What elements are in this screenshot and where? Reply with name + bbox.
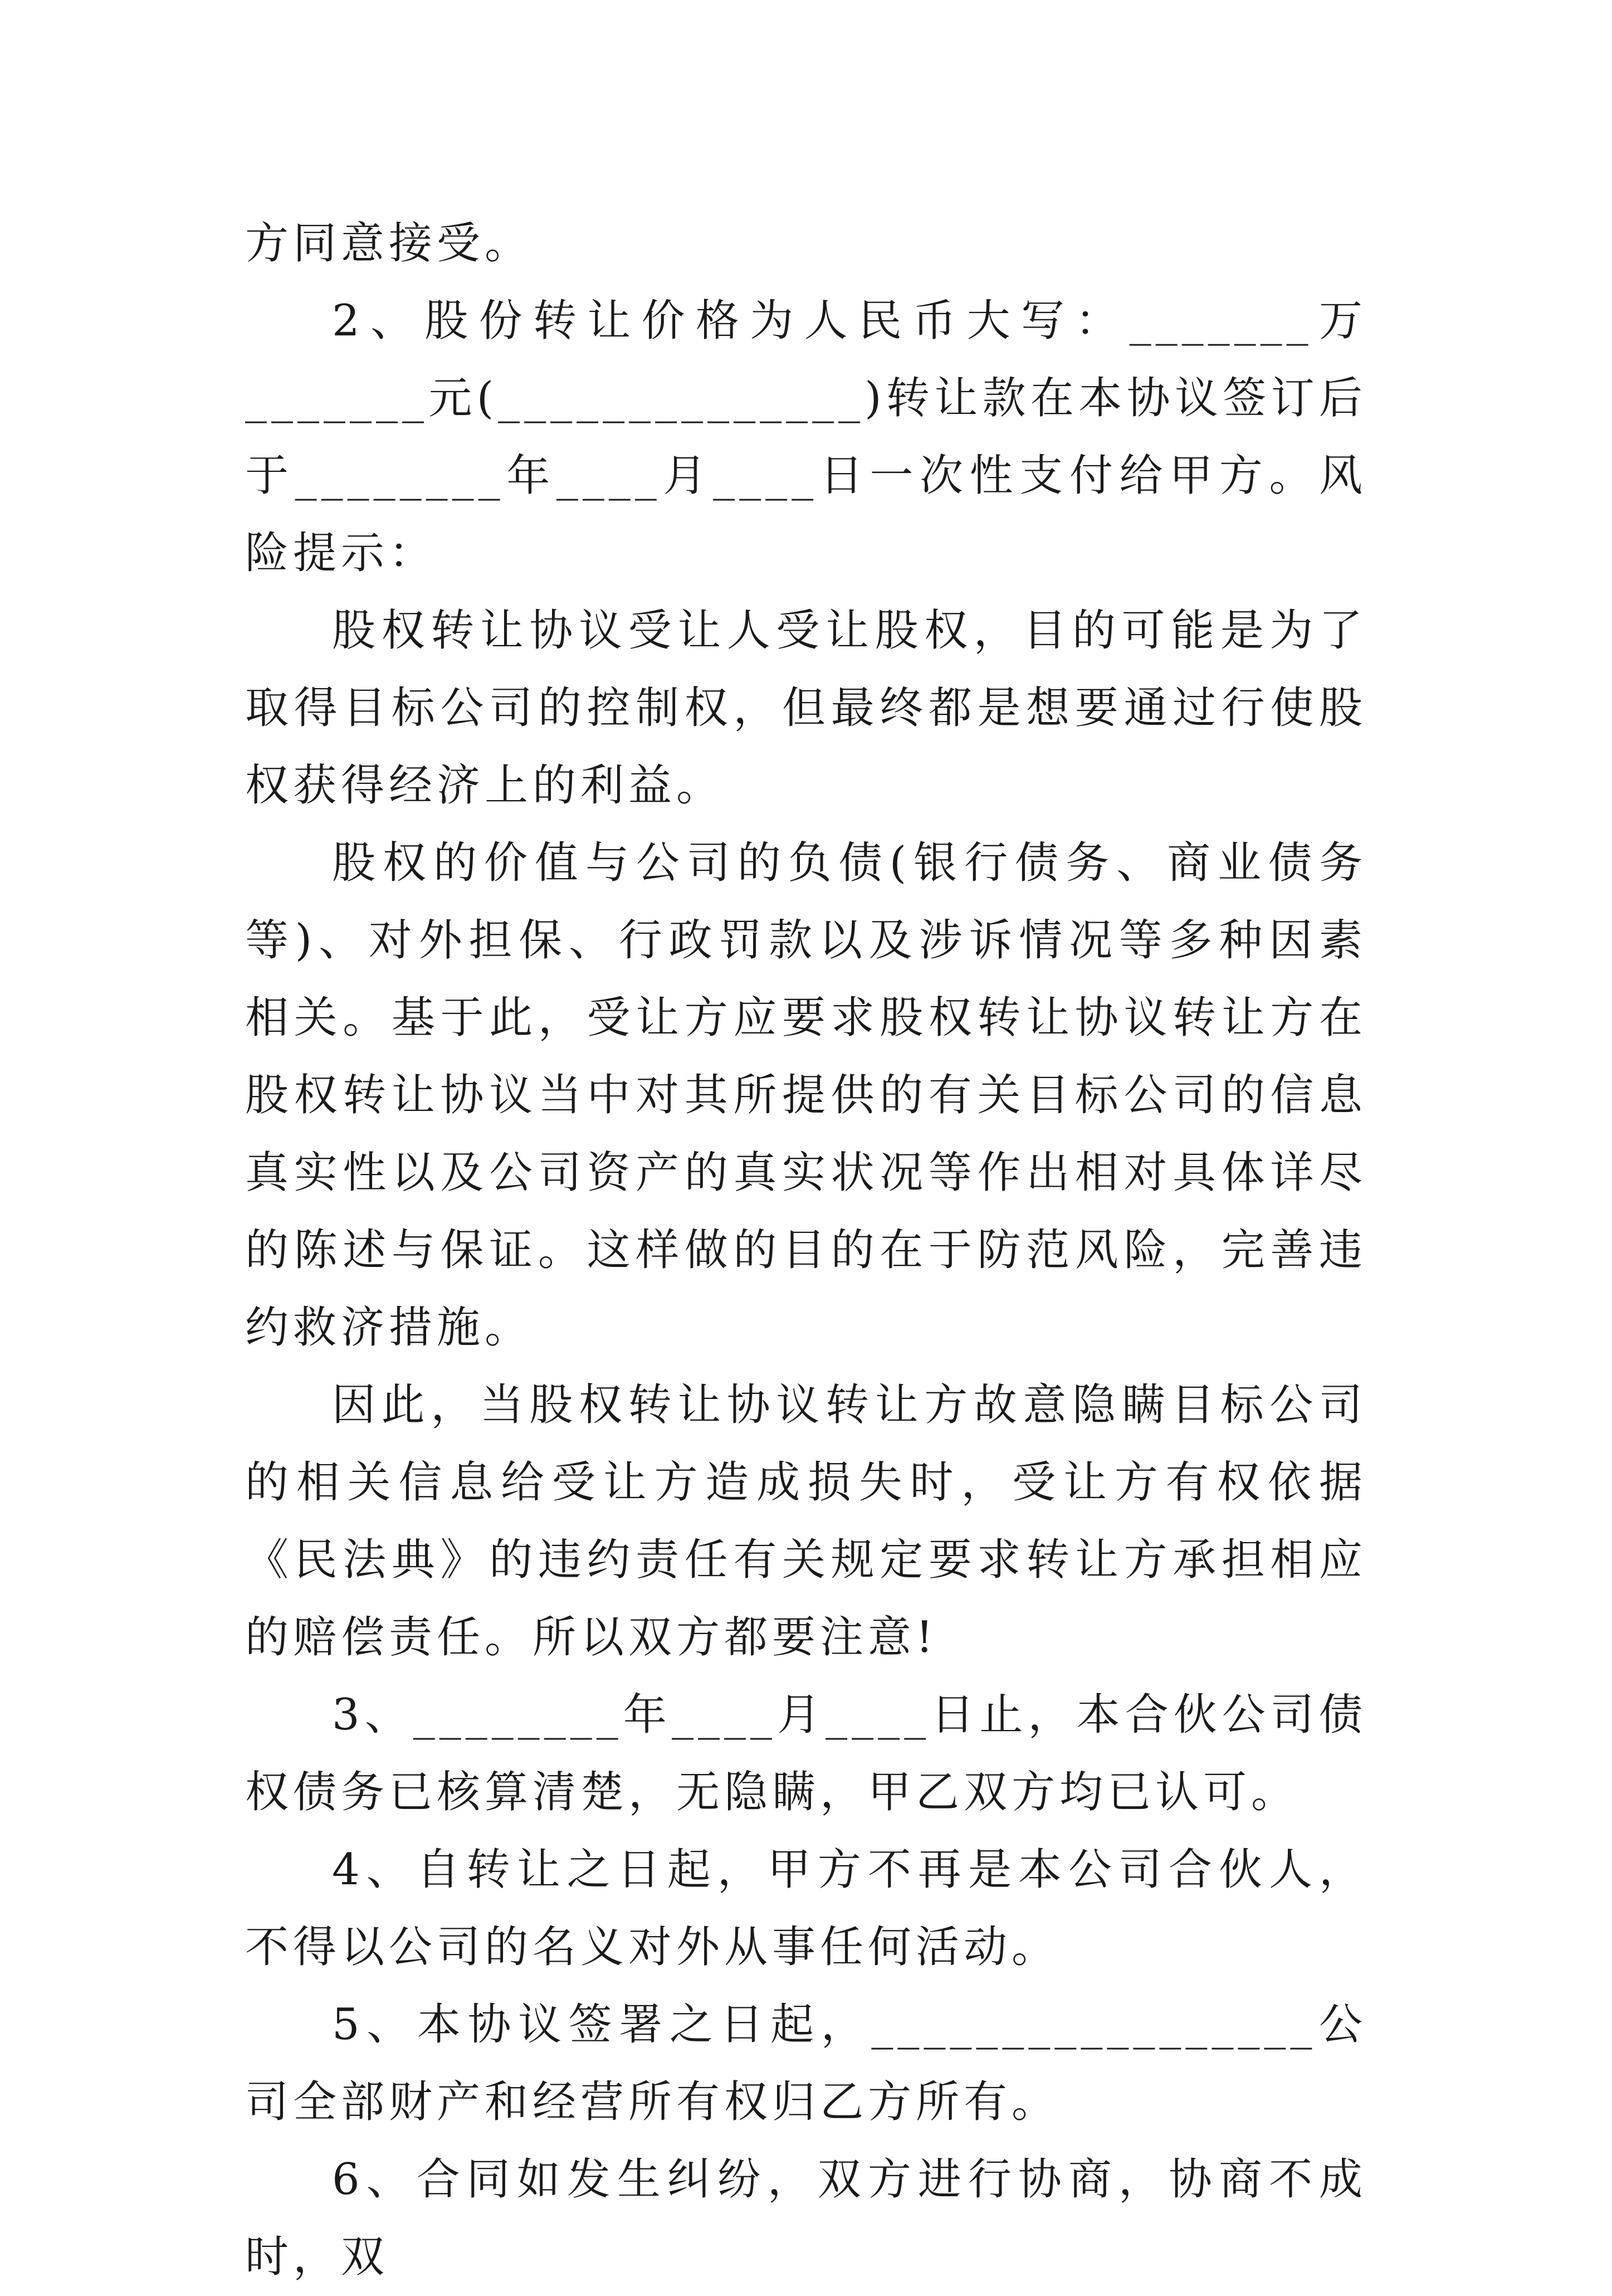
paragraph-risk-purpose: 股权转让协议受让人受让股权，目的可能是为了取得目标公司的控制权，但最终都是想要通过行使股权获得经济上的利益。 xyxy=(245,606,1367,811)
paragraph-clause-4-partner: 4、自转让之日起，甲方不再是本公司合伙人，不得以公司的名义对外从事任何活动。 xyxy=(245,1845,1367,1972)
paragraph-clause-6-dispute: 6、合同如发生纠纷，双方进行协商，协商不成时，双 xyxy=(245,2154,1367,2282)
paragraph-clause-3-debts: 3、________年____月____日止，本合伙公司债权债务已核算清楚，无隐瞒，甲乙双方均已认可。 xyxy=(245,1690,1367,1817)
paragraph-risk-liability: 因此，当股权转让协议转让方故意隐瞒目标公司的相关信息给受让方造成损失时，受让方有权依据《民法典》的违约责任有关规定要求转让方承担相应的赔偿责任。所以双方都要注意! xyxy=(245,1380,1367,1663)
paragraph-clause-5-ownership: 5、本协议签署之日起，_________________公司全部财产和经营所有权归乙方所有。 xyxy=(245,2000,1367,2127)
document-body xyxy=(245,205,1367,2296)
paragraph-clause-2-price: 2、股份转让价格为人民币大写：_______万_______元(______________)转让款在本协议签订后于________年____月____日一次性支付给甲方。风险提示： xyxy=(245,296,1367,578)
paragraph-risk-value: 股权的价值与公司的负债(银行债务、商业债务等)、对外担保、行政罚款以及涉诉情况等多种因素相关。基于此，受让方应要求股权转让协议转让方在股权转让协议当中对其所提供的有关目标公司的信息真实性以及公司资产的真实状况等作出相对具体详尽的陈述与保证。这样做的目的在于防范风险，完善违约救济措施。 xyxy=(245,838,1367,1353)
paragraph-continuation: 方同意接受。 xyxy=(245,218,533,269)
